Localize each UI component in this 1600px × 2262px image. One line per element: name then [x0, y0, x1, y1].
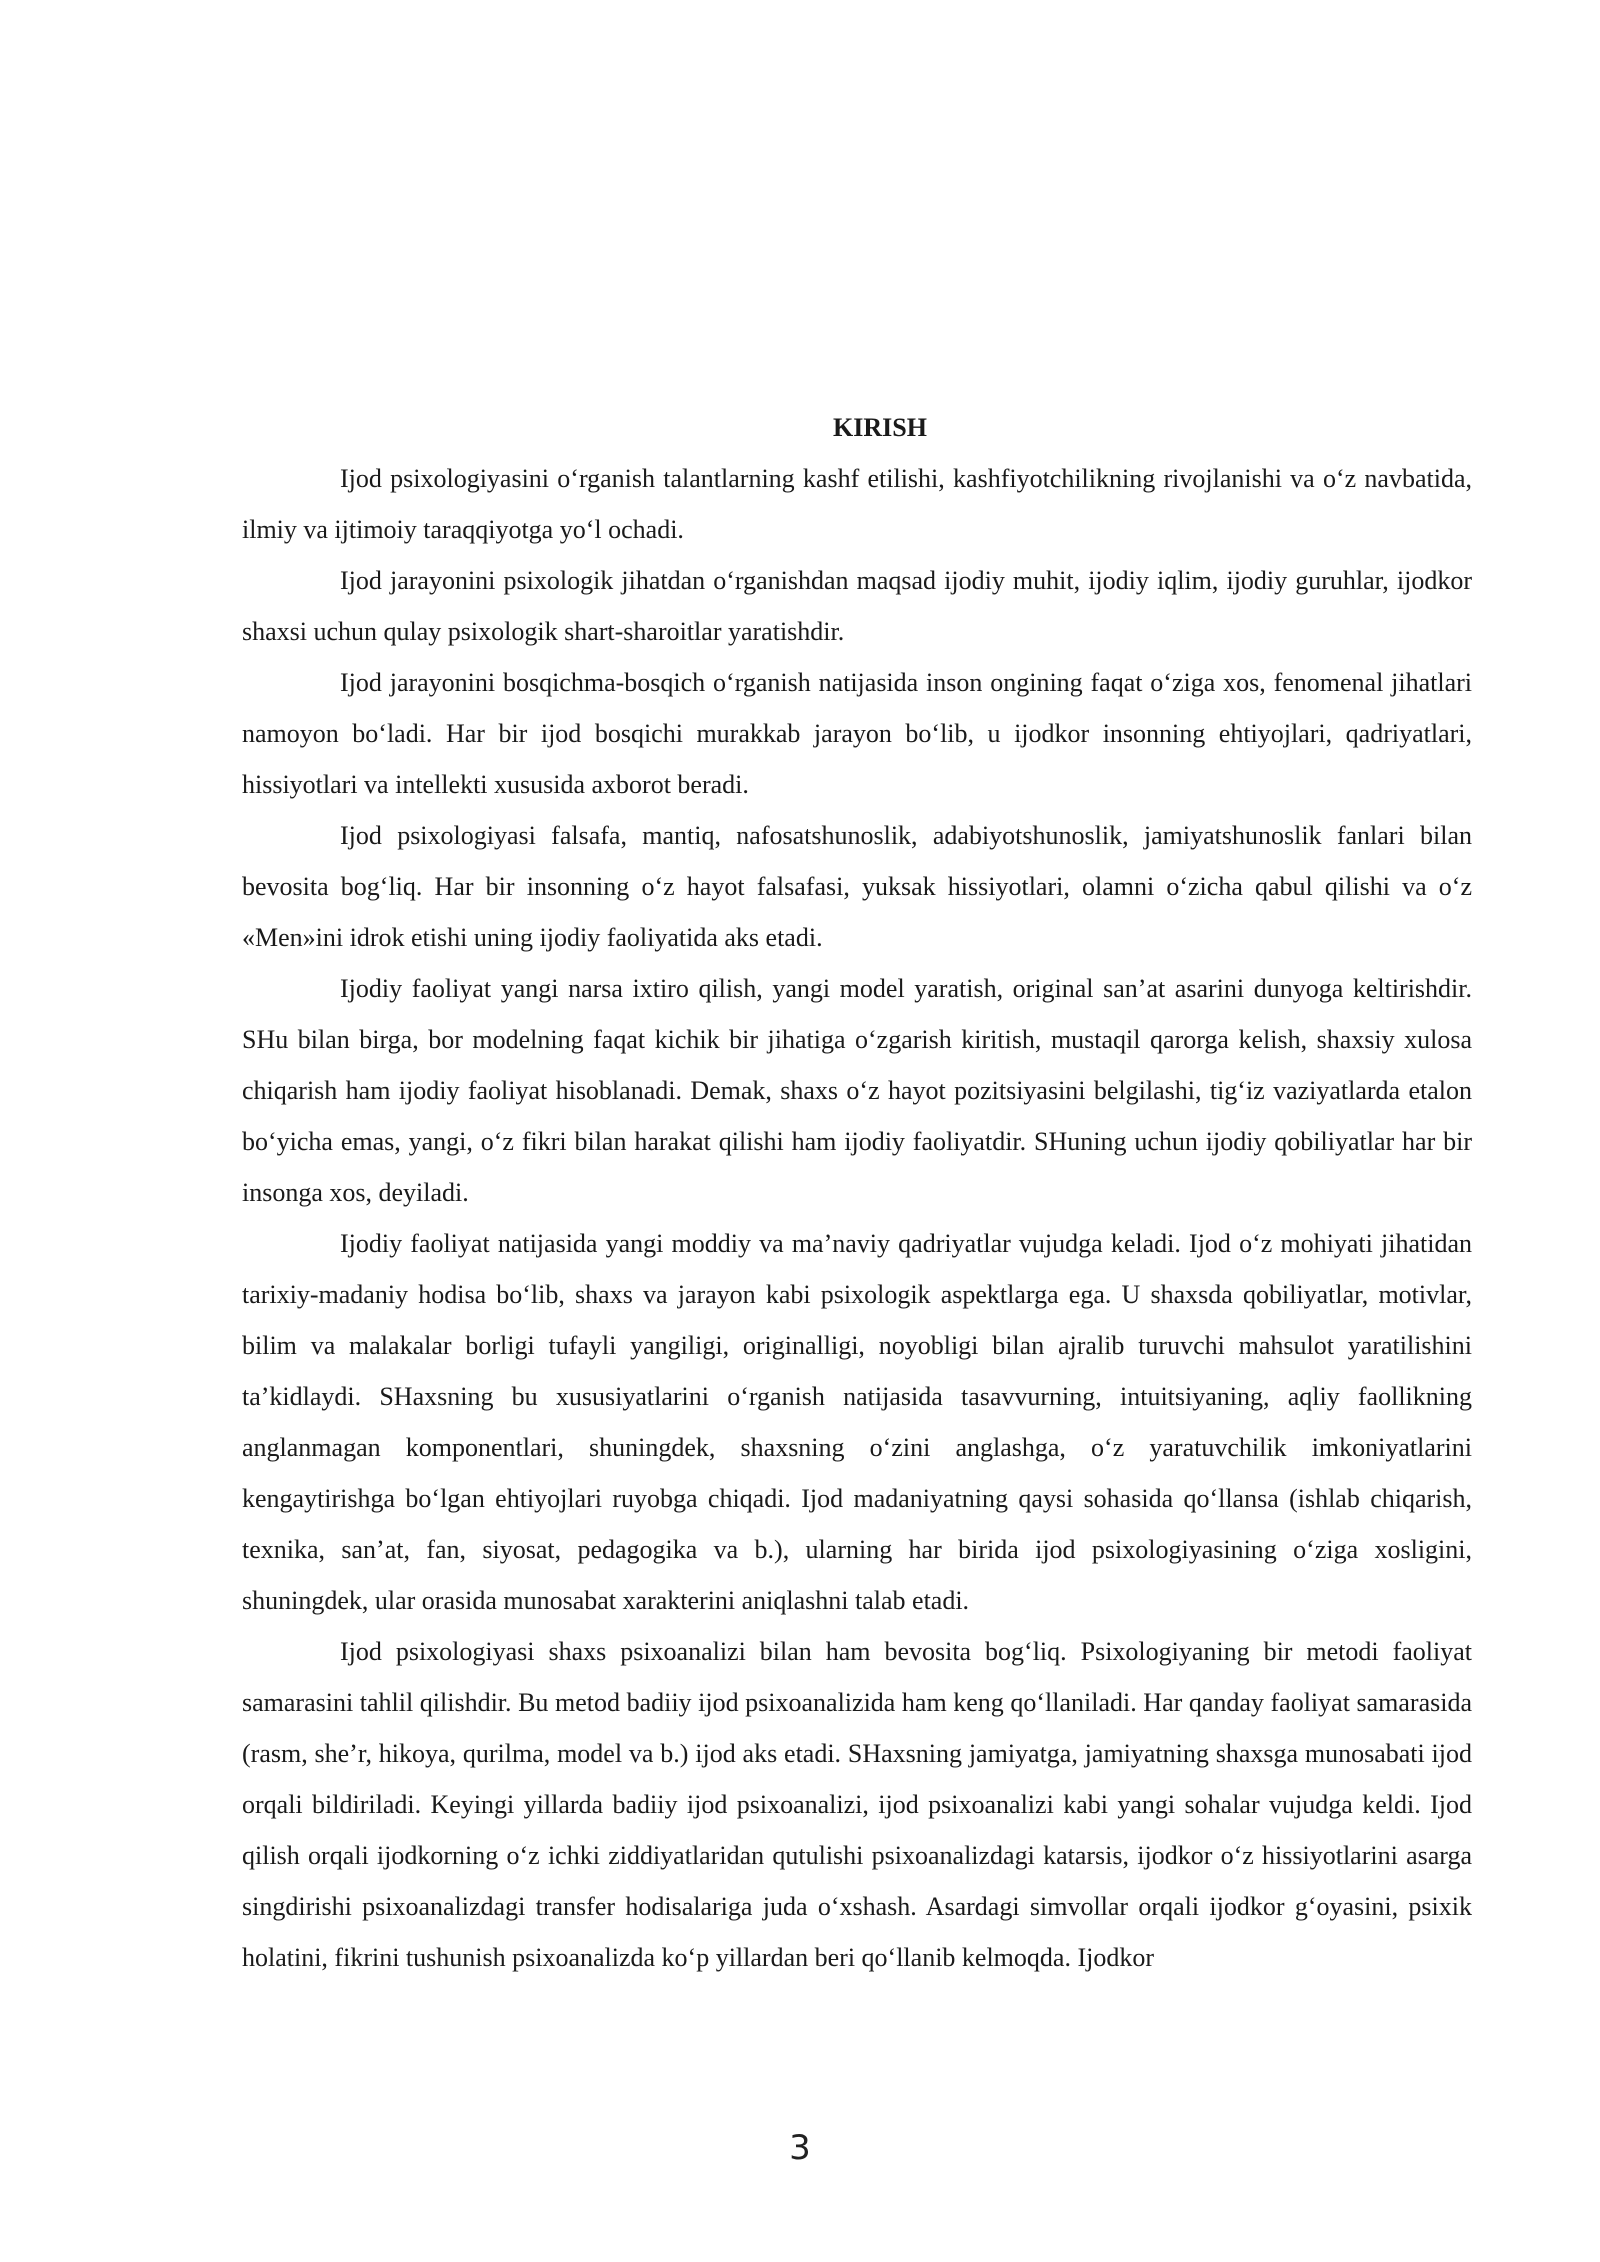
page-body: [242, 402, 1472, 1983]
page-number: 3: [789, 2128, 811, 2168]
paragraph-1: Ijod psixologiyasini o‘rganish talantlarning kashf etilishi, kashfiyotchilikning rivojlanishi va o‘z navbatida, ilmiy va ijtimoiy taraqqiyotga yo‘l ochadi.: [242, 464, 1472, 544]
section-heading: KIRISH: [833, 413, 927, 442]
paragraph-3: Ijod jarayonini bosqichma-bosqich o‘rganish natijasida inson ongining faqat o‘ziga xos, fenomenal jihatlari namoyon bo‘ladi. Har bir ijod bosqichi murakkab jarayon bo‘lib, u ijodkor insonning ehtiyojlari, qadriyatlari, hissiyotlari va intellekti xususida axborot beradi.: [242, 668, 1472, 799]
paragraph-6: Ijodiy faoliyat natijasida yangi moddiy va ma’naviy qadriyatlar vujudga keladi. Ijod o‘z mohiyati jihatidan tarixiy-madaniy hodisa bo‘lib, shaxs va jarayon kabi psixologik aspektlarga ega. U shaxsda qobiliyatlar, motivlar, bilim va malakalar borligi tufayli yangiligi, originalligi, noyobligi bilan ajralib turuvchi mahsulot yaratilishini ta’kidlaydi. SHaxsning bu xususiyatlarini o‘rganish natijasida tasavvurning, intuitsiyaning, aqliy faollikning anglanmagan komponentlari, shuningdek, shaxsning o‘zini anglashga, o‘z yaratuvchilik imkoniyatlarini kengaytirishga bo‘lgan ehtiyojlari ruyobga chiqadi. Ijod madaniyatning qaysi sohasida qo‘llansa (ishlab chiqarish, texnika, san’at, fan, siyosat, pedagogika va b.), ularning har birida ijod psixologiyasining o‘ziga xosligini, shuningdek, ular orasida munosabat xarakterini aniqlashni talab etadi.: [242, 1229, 1472, 1615]
paragraph-7: Ijod psixologiyasi shaxs psixoanalizi bilan ham bevosita bog‘liq. Psixologiyaning bir metodi faoliyat samarasini tahlil qilishdir. Bu metod badiiy ijod psixoanalizida ham keng qo‘llaniladi. Har qanday faoliyat samarasida (rasm, she’r, hikoya, qurilma, model va b.) ijod aks etadi. SHaxsning jamiyatga, jamiyatning shaxsga munosabati ijod orqali bildiriladi. Keyingi yillarda badiiy ijod psixoanalizi, ijod psixoanalizi kabi yangi sohalar vujudga keldi. Ijod qilish orqali ijodkorning o‘z ichki ziddiyatlaridan qutulishi psixoanalizdagi katarsis, ijodkor o‘z hissiyotlarini asarga singdirishi psixoanalizdagi transfer hodisalariga juda o‘xshash. Asardagi simvollar orqali ijodkor g‘oyasini, psixik holatini, fikrini tushunish psixoanalizda ko‘p yillardan beri qo‘llanib kelmoqda. Ijodkor: [242, 1637, 1472, 1972]
paragraph-2: Ijod jarayonini psixologik jihatdan o‘rganishdan maqsad ijodiy muhit, ijodiy iqlim, ijodiy guruhlar, ijodkor shaxsi uchun qulay psixologik shart-sharoitlar yaratishdir.: [242, 566, 1472, 646]
paragraph-5: Ijodiy faoliyat yangi narsa ixtiro qilish, yangi model yaratish, original san’at asarini dunyoga keltirishdir. SHu bilan birga, bor modelning faqat kichik bir jihatiga o‘zgarish kiritish, mustaqil qarorga kelish, shaxsiy xulosa chiqarish ham ijodiy faoliyat hisoblanadi. Demak, shaxs o‘z hayot pozitsiyasini belgilashi, tig‘iz vaziyatlarda etalon bo‘yicha emas, yangi, o‘z fikri bilan harakat qilishi ham ijodiy faoliyatdir. SHuning uchun ijodiy qobiliyatlar har bir insonga xos, deyiladi.: [242, 974, 1472, 1207]
paragraph-4: Ijod psixologiyasi falsafa, mantiq, nafosatshunoslik, adabiyotshunoslik, jamiyatshunoslik fanlari bilan bevosita bog‘liq. Har bir insonning o‘z hayot falsafasi, yuksak hissiyotlari, olamni o‘zicha qabul qilishi va o‘z «Men»ini idrok etishi uning ijodiy faoliyatida aks etadi.: [242, 821, 1472, 952]
